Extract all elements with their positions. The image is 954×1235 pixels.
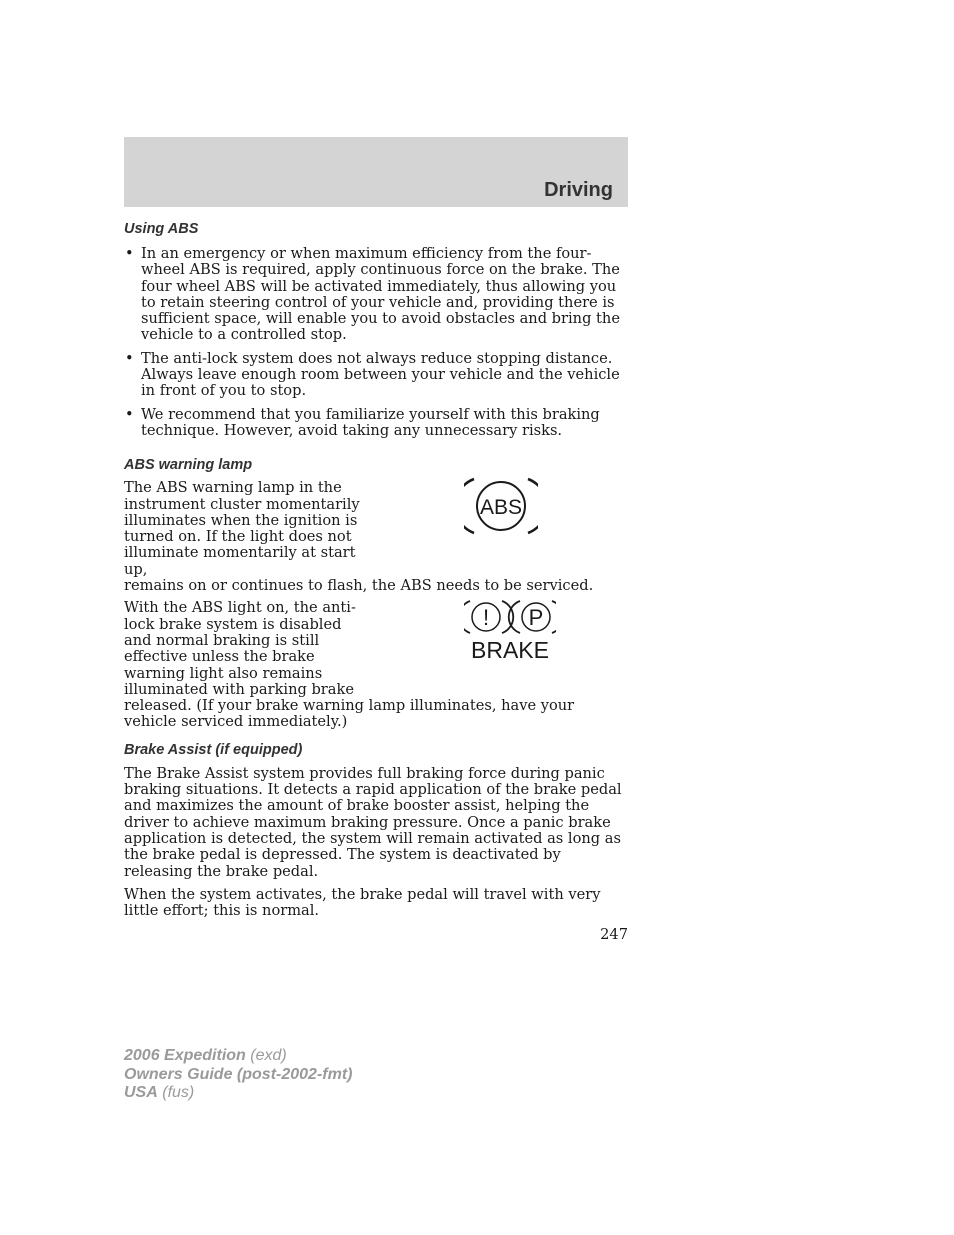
abs-icon-label: ABS (479, 496, 523, 520)
list-item: • The anti-lock system does not always reduce stopping distance. Always leave enough room between your vehicle and the vehicle in front of you to stop. (124, 351, 628, 400)
footer-market-code: (fus) (162, 1084, 195, 1101)
footer-market: USA (124, 1084, 158, 1101)
list-item: • In an emergency or when maximum efficiency from the four-wheel ABS is required, apply continuous force on the brake. The four wheel ABS will be activated immediately, thus allowing you to retain steering control of your vehicle and, providing there is sufficient space, will enable you to avoid obstacles and bring the vehicle to a controlled stop. (124, 246, 628, 344)
footer-model-code: (exd) (250, 1047, 287, 1064)
page-number: 247 (600, 926, 628, 943)
brake-assist-paragraph: When the system activates, the brake pedal will travel with very little effort; this is normal. (124, 885, 601, 920)
using-abs-list (124, 246, 628, 439)
brake-lamp-paragraph-end: released. (If your brake warning lamp illuminates, have your vehicle serviced immediately.) (124, 697, 575, 731)
footer-line (124, 1084, 352, 1103)
footer-line (124, 1066, 352, 1085)
abs-lamp-paragraph: The ABS warning lamp in the instrument cluster momentarily illuminates when the ignition is turned on. If the light does not illuminate momentarily at start up, (124, 479, 360, 578)
page-content (124, 220, 628, 919)
using-abs-heading: Using ABS (124, 221, 199, 237)
footer-guide: Owners Guide (post-2002-fmt) (124, 1065, 353, 1083)
brake-lamp-block (124, 600, 628, 698)
abs-warning-lamp-heading: ABS warning lamp (124, 457, 253, 474)
brake-lamp-paragraph: With the ABS light on, the anti-lock brake system is disabled and normal braking is still effective unless the brake warning light also remains illuminated with parking brake (124, 599, 356, 698)
brake-assist-paragraph: The Brake Assist system provides full braking force during panic braking situations. It detects a rapid application of the brake pedal and maximizes the amount of brake booster assist, helping the driver to achieve maximum braking pressure. Once a panic brake application is detected, the system will remain activated as long as the brake pedal is depressed. The system is deactivated by releasing the brake pedal. (124, 764, 622, 880)
section-header-band (124, 137, 628, 207)
brake-icon-label: BRAKE (471, 637, 549, 663)
abs-lamp-block (124, 480, 628, 578)
exclamation-icon: ! (482, 605, 490, 631)
document-footer (124, 1047, 352, 1103)
abs-warning-icon (464, 475, 538, 537)
section-title: Driving (544, 179, 613, 201)
parking-p-icon: P (528, 605, 544, 631)
abs-lamp-paragraph-end: remains on or continues to flash, the ABS needs to be serviced. (124, 577, 594, 595)
list-item: • We recommend that you familiarize yourself with this braking technique. However, avoid taking any unnecessary risks. (124, 407, 628, 440)
brake-warning-icon (464, 598, 556, 662)
footer-line (124, 1047, 352, 1066)
brake-assist-heading: Brake Assist (if equipped) (124, 741, 303, 758)
footer-model: 2006 Expedition (124, 1047, 246, 1064)
